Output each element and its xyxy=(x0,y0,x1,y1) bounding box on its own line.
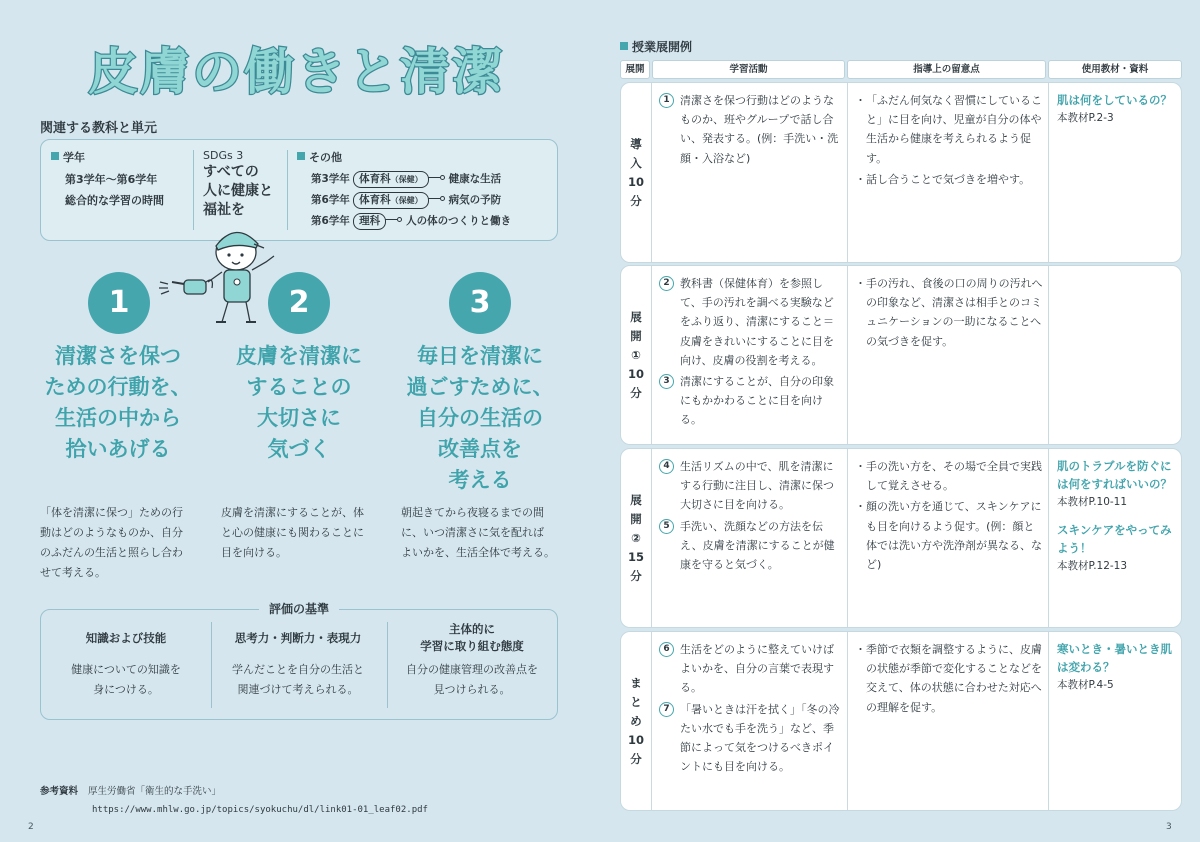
notes-cell xyxy=(855,457,1045,576)
aim-number-badge: 1 xyxy=(88,272,150,334)
subject-pill: 体育科（保健） xyxy=(353,171,429,188)
activity-text: 清潔さを保つ行動はどのようなものか、班やグループで話し合い、発表する。(例：手洗い・洗顔・入浴など) xyxy=(680,94,839,165)
activity-item xyxy=(659,517,843,575)
activity-cell xyxy=(659,91,843,170)
bullet-icon: ・ xyxy=(855,500,866,514)
note-text: 手の洗い方を、その場で全員で実践して覚えさせる。 xyxy=(866,460,1042,493)
notes-cell xyxy=(855,640,1045,719)
criteria-title: 評価の基準 xyxy=(259,600,339,617)
connector-dot-icon xyxy=(397,217,402,222)
aim-heading: 毎日を清潔に 過ごすために、 自分の生活の 改善点を 考える xyxy=(406,344,554,492)
step-number-icon: 7 xyxy=(659,702,674,717)
activity-text: 手洗い、洗顔などの方法を伝え、皮膚を清潔にすることが健康を守ると気づく。 xyxy=(680,519,835,572)
table-header-notes: 指導上の留意点 xyxy=(847,60,1046,79)
grade-line: 総合的な学習の時間 xyxy=(65,194,164,207)
notes-cell xyxy=(855,274,1045,353)
grade-line: 第3学年～第6学年 xyxy=(65,173,158,186)
table-row xyxy=(620,448,1182,628)
note-text: 話し合うことで気づきを増やす。 xyxy=(866,172,1031,186)
phase-label: まとめ10分 xyxy=(628,675,645,766)
divider xyxy=(287,150,288,230)
note-text: 「ふだん何気なく習慣にしていること」に目を向け、児童が自分の体や生活から健康を考えられるよう促す。 xyxy=(866,94,1042,165)
column-divider xyxy=(651,266,652,444)
note-item xyxy=(855,457,1045,495)
criteria-column xyxy=(41,620,211,710)
activity-item xyxy=(659,640,843,698)
column-divider xyxy=(847,83,848,262)
activity-cell xyxy=(659,457,843,576)
phase-cell xyxy=(621,83,651,262)
column-divider xyxy=(847,449,848,627)
table-row xyxy=(620,82,1182,263)
connector-line-icon xyxy=(428,177,440,178)
criteria-column xyxy=(213,620,383,710)
step-number-icon: 4 xyxy=(659,459,674,474)
other-subject-row: 第3学年 体育科（保健） 健康な生活 xyxy=(297,169,555,190)
note-item xyxy=(855,640,1045,717)
phase-cell xyxy=(621,266,651,444)
bullet-icon: ・ xyxy=(855,172,866,186)
materials-cell xyxy=(1057,640,1179,704)
aim-number-badge: 3 xyxy=(449,272,511,334)
square-bullet-icon xyxy=(620,42,628,50)
step-number-icon: 3 xyxy=(659,374,674,389)
bullet-icon: ・ xyxy=(855,460,866,473)
sdgs-line: 福祉を xyxy=(203,202,245,218)
column-divider xyxy=(847,266,848,444)
connector-dot-icon xyxy=(440,196,445,201)
table-header-materials: 使用教材・資料 xyxy=(1048,60,1182,79)
connector-dot-icon xyxy=(440,175,445,180)
criteria-head: 主体的に 学習に取り組む態度 xyxy=(420,622,524,653)
activity-text: 「暑いときは汗を拭く」「冬の冷たい水でも手を洗う」など、季節によって気をつけるべきポイントにも目を向ける。 xyxy=(680,702,840,774)
table-header-activity: 学習活動 xyxy=(652,60,845,79)
page-number-left: 2 xyxy=(28,822,34,832)
related-subjects-box xyxy=(40,139,558,241)
related-subjects-label: 関連する教科と単元 xyxy=(40,121,158,136)
criteria-text: 健康についての知識を 身につける。 xyxy=(71,663,181,696)
phase-cell xyxy=(621,632,651,810)
notes-cell xyxy=(855,91,1045,191)
activity-item xyxy=(659,700,843,777)
sdgs-column xyxy=(203,149,287,220)
aim-description: 皮膚を清潔にすることが、体 と心の健康にも関わることに 目を向ける。 xyxy=(221,506,364,559)
reference-text: 厚生労働省「衛生的な手洗い」 xyxy=(88,786,222,797)
aim-description: 朝起きてから夜寝るまでの間 に、いつ清潔さに気を配れば よいかを、生活全体で考える。 xyxy=(401,506,555,559)
activity-text: 清潔にすることが、自分の印象にもかかわることに目を向ける。 xyxy=(680,375,834,427)
phase-label: 展開②15分 xyxy=(628,492,645,583)
aim-heading: 清潔さを保つ ための行動を、 生活の中から 拾いあげる xyxy=(44,344,192,461)
material-title: 肌のトラブルを防ぐには何をすればいいの？ xyxy=(1057,459,1172,491)
material-title: 肌は何をしているの？ xyxy=(1057,93,1172,107)
criteria-text: 学んだことを自分の生活と 関連づけて考えられる。 xyxy=(232,663,364,696)
material-title: 寒いとき・暑いとき肌は変わる？ xyxy=(1057,642,1172,674)
connector-line-icon xyxy=(428,198,440,199)
table-header-phase: 展開 xyxy=(620,60,650,79)
activity-text: 生活リズムの中で、肌を清潔にする行動に注目し、清潔に保つ大切さに目を向ける。 xyxy=(680,460,834,512)
reference-label: 参考資料 xyxy=(40,786,79,797)
materials-cell xyxy=(1057,91,1179,137)
sdgs-line: 人に健康と xyxy=(203,183,273,199)
phase-label: 展開①10分 xyxy=(628,309,645,400)
subject-pill: 理科 xyxy=(353,213,386,230)
aim-number-badge: 2 xyxy=(268,272,330,334)
connector-line-icon xyxy=(385,219,397,220)
activity-cell xyxy=(659,640,843,778)
table-row xyxy=(620,265,1182,445)
square-bullet-icon xyxy=(297,152,305,160)
step-number-icon: 1 xyxy=(659,93,674,108)
page-number-right: 3 xyxy=(1166,822,1172,832)
note-item xyxy=(855,91,1045,168)
material-page: 本教材P.10-11 xyxy=(1057,496,1128,508)
square-bullet-icon xyxy=(51,152,59,160)
material-page: 本教材P.2-3 xyxy=(1057,112,1114,124)
activity-text: 生活をどのように整えていけばよいかを、自分の言葉で表現する。 xyxy=(680,643,834,695)
aim-description: 「体を清潔に保つ」ための行 動はどのようなものか、自分 のふだんの生活と照らし合わ せて考える。 xyxy=(40,506,183,579)
note-text: 季節で衣類を調整するように、皮膚の状態が季節で変化することなどを交えて、体の状態に合わせた対応への理解を促す。 xyxy=(866,643,1042,714)
column-divider xyxy=(1048,632,1049,810)
table-row xyxy=(620,631,1182,811)
step-number-icon: 2 xyxy=(659,276,674,291)
other-subject-row: 第6学年 体育科（保健） 病気の予防 xyxy=(297,190,555,211)
reference-url[interactable]: https://www.mhlw.go.jp/topics/syokuchu/dl/link01-01_leaf02.pdf xyxy=(92,805,428,815)
evaluation-criteria-box xyxy=(40,602,558,720)
activity-item xyxy=(659,372,843,430)
step-number-icon: 5 xyxy=(659,519,674,534)
activity-item xyxy=(659,274,843,370)
criteria-head: 思考力・判断力・表現力 xyxy=(234,630,362,645)
step-number-icon: 6 xyxy=(659,642,674,657)
grade-column xyxy=(51,149,191,211)
column-divider xyxy=(1048,266,1049,444)
note-item xyxy=(855,274,1045,351)
page-title: 皮膚の働きと清潔 xyxy=(88,43,504,101)
note-text: 手の汚れ、食後の口の周りの汚れへの印象など、清潔さは相手とのコミュニケーションの一助になることへの気づきを促す。 xyxy=(866,277,1043,348)
materials-cell xyxy=(1057,457,1179,585)
sdgs-head: SDGs 3 xyxy=(203,149,244,162)
note-item xyxy=(855,170,1045,189)
note-item xyxy=(855,497,1045,574)
reference xyxy=(40,783,428,819)
bullet-icon: ・ xyxy=(855,94,866,107)
subject-pill: 体育科（保健） xyxy=(353,192,429,209)
criteria-column xyxy=(387,620,557,710)
activity-cell xyxy=(659,274,843,432)
divider xyxy=(211,622,212,708)
activity-item xyxy=(659,91,843,168)
column-divider xyxy=(651,83,652,262)
phase-label: 導入10分 xyxy=(628,136,645,208)
material-page: 本教材P.12-13 xyxy=(1057,560,1128,572)
aim-heading: 皮膚を清潔に することの 大切さに 気づく xyxy=(236,344,362,461)
other-column xyxy=(297,149,555,232)
criteria-head: 知識および技能 xyxy=(85,630,167,645)
phase-cell xyxy=(621,449,651,627)
column-divider xyxy=(1048,83,1049,262)
bullet-icon: ・ xyxy=(855,643,866,656)
lesson-plan-label: 授業展開例 xyxy=(620,38,692,55)
material-page: 本教材P.4-5 xyxy=(1057,679,1114,691)
material-title: スキンケアをやってみよう！ xyxy=(1057,523,1172,555)
column-divider xyxy=(1048,449,1049,627)
activity-text: 教科書（保健体育）を参照して、手の汚れを調べる実験などをふり返り、清潔にすること＝皮膚をきれいにすることに目を向け、皮膚の役割を考える。 xyxy=(680,277,834,367)
activity-item xyxy=(659,457,843,515)
sdgs-line: すべての xyxy=(203,164,259,180)
criteria-text: 自分の健康管理の改善点を 見つけられる。 xyxy=(406,663,538,696)
divider xyxy=(193,150,194,230)
other-subject-row: 第6学年 理科 人の体のつくりと働き xyxy=(297,211,555,232)
column-divider xyxy=(847,632,848,810)
note-text: 顔の洗い方を通じて、スキンケアにも目を向けるよう促す。(例：顔と体では洗い方や洗浄剤が異なる、など) xyxy=(866,500,1042,572)
column-divider xyxy=(651,449,652,627)
column-divider xyxy=(651,632,652,810)
bullet-icon: ・ xyxy=(855,277,866,290)
grade-head: 学年 xyxy=(63,151,85,164)
other-head: その他 xyxy=(309,151,342,164)
